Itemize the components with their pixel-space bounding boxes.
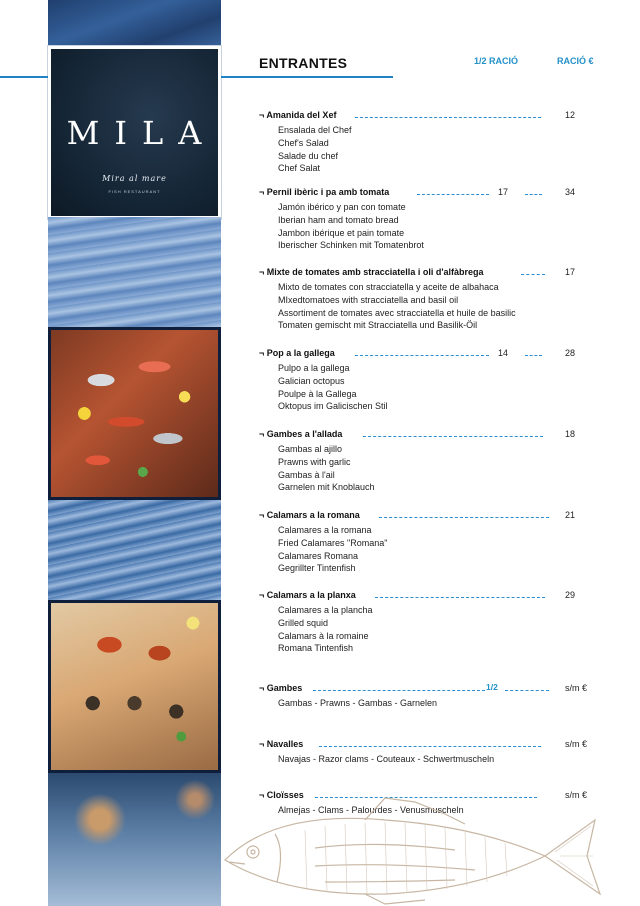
menu-item	[259, 187, 599, 252]
header-rule	[221, 76, 393, 78]
dish-name: ¬ Calamars a la planxa	[259, 590, 356, 600]
dot-leader	[505, 690, 549, 691]
translation: Mixto de tomates con stracciatella y aceite de albahaca	[278, 282, 499, 292]
sea-texture-middle	[48, 217, 221, 327]
menu-item	[259, 267, 599, 332]
translation: Pulpo a la gallega	[278, 363, 350, 373]
menu-item	[259, 590, 599, 655]
translation: Calamars à la romaine	[278, 630, 369, 641]
translation: Assortiment de tomates avec stracciatella et huile de basilic	[278, 307, 516, 318]
translation: Tomaten gemischt mit Stracciatella und Basilik-Öil	[278, 320, 478, 331]
menu-item	[259, 429, 599, 494]
price-full: s/m €	[565, 683, 588, 693]
dot-leader	[375, 597, 545, 598]
menu-item	[259, 110, 599, 175]
translation: Ensalada del Chef	[278, 125, 352, 135]
image-strip	[48, 0, 221, 906]
logo-tile	[48, 46, 221, 219]
dish-name: ¬ Gambes a l'allada	[259, 429, 343, 439]
menu-item	[259, 348, 599, 413]
price-full: 18	[565, 429, 576, 439]
dish-name: ¬ Pop a la gallega	[259, 348, 335, 358]
price-half: 14	[498, 348, 509, 358]
dot-leader	[525, 355, 542, 356]
column-header-full: RACIÓ €	[557, 56, 594, 66]
price-half: 17	[498, 187, 509, 197]
translation: Iberian ham and tomato bread	[278, 214, 399, 225]
price-full: s/m €	[565, 739, 588, 749]
translation: Iberischer Schinken mit Tomatenbrot	[278, 240, 424, 251]
translation: Calamares a la plancha	[278, 605, 373, 615]
section-title: ENTRANTES	[259, 55, 348, 71]
translation: Prawns with garlic	[278, 456, 351, 467]
translation: Romana Tintenfish	[278, 643, 354, 654]
sea-texture-top	[48, 0, 221, 50]
translation: Chef's Salad	[278, 137, 329, 148]
engraved-fish-illustration	[215, 790, 615, 906]
dish-name: ¬ Amanida del Xef	[259, 110, 337, 120]
dish-name: ¬ Navalles	[259, 739, 304, 749]
translation: Jamón ibérico y pan con tomate	[278, 202, 406, 212]
sea-texture-lower	[48, 500, 221, 600]
dot-leader	[521, 274, 545, 275]
dot-leader	[313, 690, 485, 691]
translation: Salade du chef	[278, 150, 339, 161]
dish-name: ¬ Mixte de tomates amb stracciatella i oli d'alfàbrega	[259, 267, 484, 277]
dot-leader	[355, 117, 541, 118]
dot-leader	[417, 194, 489, 195]
price-full: 17	[565, 267, 576, 277]
price-full: 34	[565, 187, 576, 197]
translation: Chef Salat	[278, 163, 321, 174]
translation: Grilled squid	[278, 617, 329, 628]
translation: Garnelen mit Knoblauch	[278, 482, 375, 493]
half-portion-label: 1/2	[486, 682, 498, 692]
translation: Gambas à l'ail	[278, 469, 335, 480]
dish-name: ¬ Pernil ibèric i pa amb tomata	[259, 187, 390, 197]
menu-item	[259, 739, 599, 766]
dot-leader	[355, 355, 489, 356]
dish-name: ¬ Cloïsses	[259, 790, 304, 800]
translation: Oktopus im Galicischen Stil	[278, 401, 388, 412]
price-full: 29	[565, 590, 576, 600]
price-full: 12	[565, 110, 576, 120]
translation: Almejas - Clams - Palourdes - Venusmuscheln	[278, 805, 464, 815]
logo-tagline: Mira al mare	[102, 174, 167, 183]
logo-wordmark: MILA	[66, 114, 217, 152]
price-full: s/m €	[565, 790, 588, 800]
translation: Galician octopus	[278, 375, 345, 386]
header-rule-left	[0, 76, 48, 78]
dish-name: ¬ Gambes	[259, 683, 303, 693]
menu-item	[259, 510, 599, 575]
logo-subtitle: FISH RESTAURANT	[108, 189, 161, 194]
translation: Fried Calamares "Romana"	[278, 537, 388, 548]
translation: Gambas al ajillo	[278, 444, 343, 454]
dot-leader	[379, 517, 549, 518]
translation: Gegrillter Tintenfish	[278, 563, 356, 574]
fresh-fish-photo	[48, 327, 221, 500]
translation: Poulpe à la Gallega	[278, 388, 357, 399]
translation: Calamares Romana	[278, 550, 359, 561]
dish-name: ¬ Calamars a la romana	[259, 510, 360, 520]
sea-texture-bottom	[48, 773, 221, 906]
seafood-platter-photo	[48, 600, 221, 773]
dot-leader	[525, 194, 542, 195]
translation: Gambas - Prawns - Gambas - Garnelen	[278, 698, 438, 708]
dot-leader	[363, 436, 543, 437]
menu-item	[259, 683, 599, 710]
translation: MIxedtomatoes with stracciatella and basil oil	[278, 294, 459, 305]
column-header-half: 1/2 RACIÓ	[474, 56, 519, 66]
translation: Navajas - Razor clams - Couteaux - Schwertmuscheln	[278, 754, 495, 764]
dot-leader	[319, 746, 541, 747]
price-full: 21	[565, 510, 576, 520]
translation: Calamares a la romana	[278, 525, 372, 535]
translation: Jambon ibérique et pain tomate	[278, 227, 405, 238]
price-full: 28	[565, 348, 576, 358]
